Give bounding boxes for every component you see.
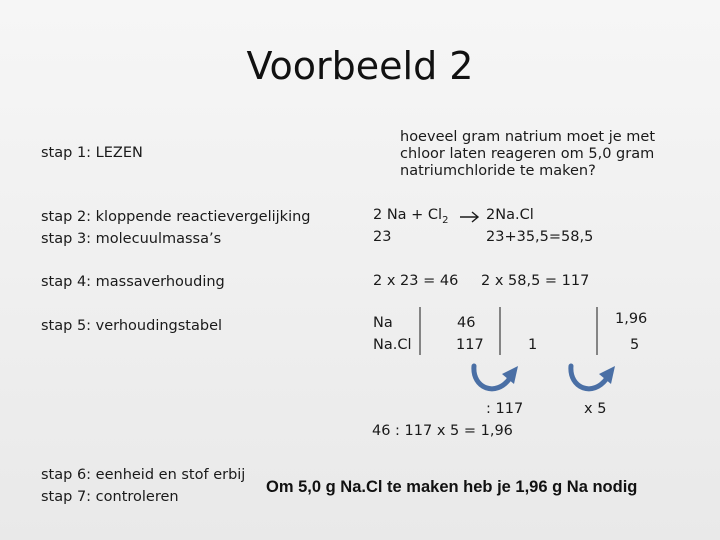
- table-cell-117: 117: [456, 337, 484, 353]
- equation-reactants: 2 $Na + Cl_2$: [373, 207, 449, 226]
- ratio-nacl: 2 x 58,5 = 117: [481, 273, 590, 289]
- multiply-operation: x 5: [584, 401, 607, 417]
- step-4: stap 4: massaverhouding: [41, 274, 225, 290]
- curved-arrow-icon: [563, 360, 619, 400]
- equation-product: 2Na.Cl: [486, 207, 534, 223]
- table-cell-1: 1: [528, 337, 538, 353]
- mass-nacl: 23+35,5=58,5: [486, 229, 594, 245]
- step-6: stap 6: eenheid en stof erbij: [41, 467, 246, 483]
- table-row-label-na: Na: [373, 315, 393, 331]
- calculation: 46 : 117 x 5 = 1,96: [372, 423, 513, 439]
- table-cell-5: 5: [630, 337, 640, 353]
- step-3: stap 3: molecuulmassa’s: [41, 231, 222, 247]
- conclusion-text: Om 5,0 g Na.Cl te maken heb je 1,96 g Na nodig: [266, 478, 638, 496]
- divide-operation: : 117: [486, 401, 524, 417]
- slide-title: Voorbeeld 2: [246, 44, 474, 88]
- step-7: stap 7: controleren: [41, 489, 179, 505]
- step-1: stap 1: LEZEN: [41, 145, 143, 161]
- step-2: stap 2: kloppende reactievergelijking: [41, 209, 311, 225]
- curved-arrow-icon: [466, 360, 522, 400]
- table-cell-answer: 1,96: [615, 311, 648, 327]
- question-text: hoeveel gram natrium moet je met chloor laten reageren om 5,0 gram natriumchloride te maken?: [400, 129, 656, 179]
- ratio-na: 2 x 23 = 46: [373, 273, 459, 289]
- table-row-label-nacl: Na.Cl: [373, 337, 412, 353]
- step-5: stap 5: verhoudingstabel: [41, 318, 223, 334]
- table-cell-46: 46: [457, 315, 476, 331]
- mass-na: 23: [373, 229, 392, 245]
